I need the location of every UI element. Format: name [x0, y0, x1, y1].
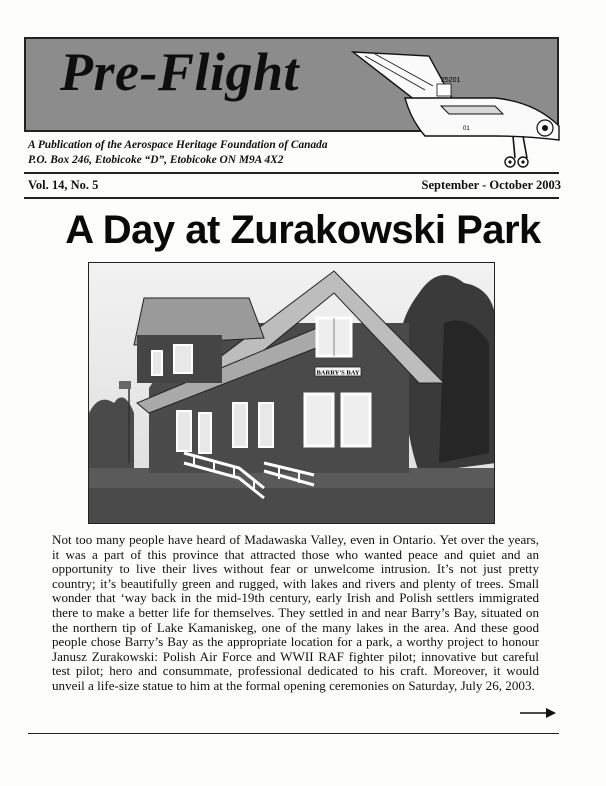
publication-title: Pre-Flight: [60, 42, 300, 102]
aircraft-tail-number: 01: [463, 126, 470, 132]
publisher-name: A Publication of the Aerospace Heritage Foundation of Canada: [28, 139, 328, 151]
page-footer-divider: [28, 733, 559, 734]
header-divider-bottom: [24, 197, 559, 199]
avro-arrow-illustration: [345, 40, 565, 175]
header-divider-top: [24, 172, 559, 174]
article-body: Not too many people have heard of Madawaska Valley, even in Ontario. Yet over the years, it was a part of this province that attracted those who wanted peace and quiet and an opportunity to live their lives without fear or unwelcome intrusion. It’s not just pretty country; it’s beautifully green and rugged, with lakes and rivers and plenty of trees. Small wonder that ‘way back in the mid-19th century, early Irish and Polish settlers immigrated there to make a better life for themselves. They settled in and near Barry’s Bay, situated on the northern tip of Lake Kamaniskeg, one of the many lakes in the area. And these good people chose Barry’s Bay as the appropriate location for a park, a worthy project to honour Janusz Zurakowski: Polish Air Force and WWII RAF fighter pilot; innovative but careful test pilot; hero and consummate, professional dedicated to his craft. Moreover, it would unveil a life-size statue to him at the formal opening ceremonies on Saturday, July 26, 2003.: [52, 532, 539, 693]
article-headline: A Day at Zurakowski Park: [65, 208, 541, 252]
article-photo: [88, 262, 495, 524]
publisher-address: P.O. Box 246, Etobicoke “D”, Etobicoke ON M9A 4X2: [28, 154, 284, 166]
arrow-right-icon: [520, 706, 556, 720]
aircraft-serial: 25201: [441, 77, 461, 84]
issue-volume: Vol. 14, No. 5: [28, 178, 99, 192]
station-sign: BARRY'S BAY: [316, 369, 360, 377]
issue-date: September - October 2003: [421, 178, 561, 192]
